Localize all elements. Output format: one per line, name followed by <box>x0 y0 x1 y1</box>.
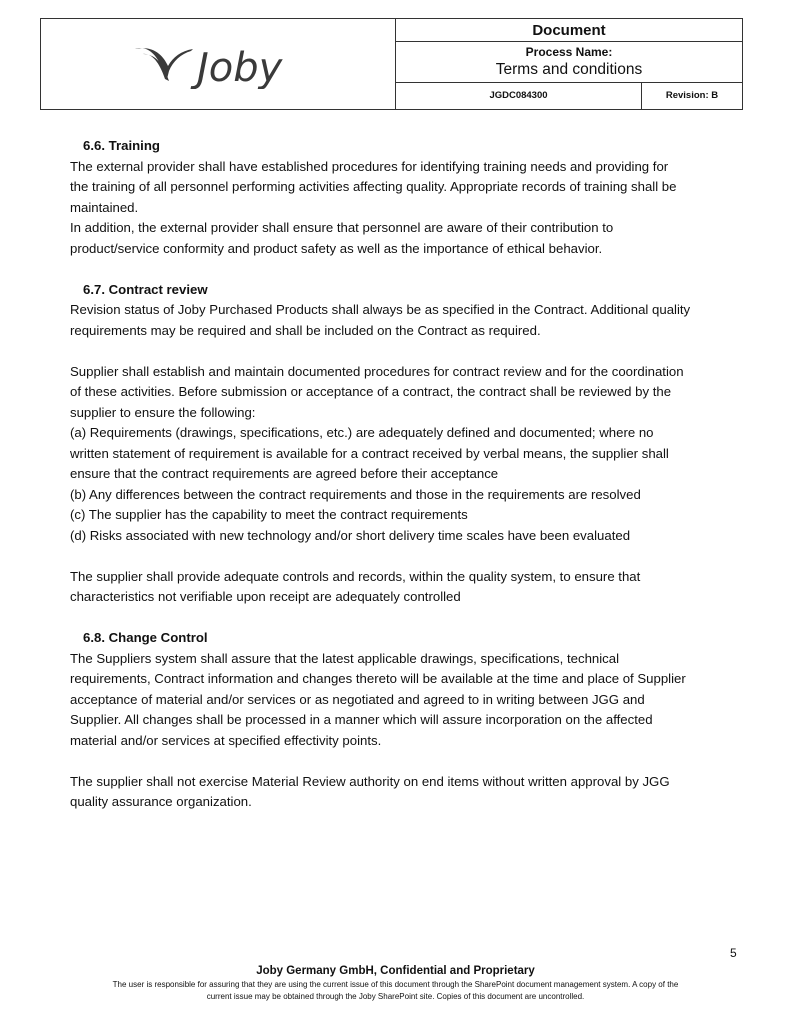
process-name: Terms and conditions <box>495 61 643 78</box>
page-number: 5 <box>730 946 737 960</box>
list-item: written statement of requirement is available for a contract received by verbal means, the supplier shall <box>70 445 669 461</box>
list-item: (d) Risks associated with new technology and/or short delivery time scales have been evaluated <box>70 527 631 543</box>
header-info <box>396 19 742 109</box>
body-line: The supplier shall not exercise Material Review authority on end items without written approval by JGG <box>70 773 670 789</box>
body-line: requirements, Contract information and changes thereto will be available at the time and place of Supplier <box>70 671 686 686</box>
body-line: characteristics not verifiable upon receipt are adequately controlled <box>70 589 461 604</box>
body-line: material and/or services at specified effectivity points. <box>70 732 382 748</box>
footer-note-line: current issue may be obtained through the Joby SharePoint site. Copies of this document are uncontrolled. <box>206 992 585 1001</box>
document-header <box>40 18 743 110</box>
body-line: The supplier shall provide adequate controls and records, within the quality system, to ensure that <box>70 568 641 584</box>
body-line: In addition, the external provider shall ensure that personnel are aware of their contribution to <box>70 220 614 235</box>
list-item: (c) The supplier has the capability to meet the contract requirements <box>70 507 468 522</box>
document-label: Document <box>396 19 742 42</box>
list-item: (a) Requirements (drawings, specifications, etc.) are adequately defined and documented; where no <box>70 425 654 440</box>
body-line: product/service conformity and product safety as well as the importance of ethical behavior. <box>70 240 603 256</box>
document-footer <box>40 964 751 1003</box>
list-item: (b) Any differences between the contract requirements and those in the requirements are resolved <box>70 486 641 502</box>
process-label: Process Name: <box>525 45 613 59</box>
document-body <box>70 136 750 813</box>
section-heading-contract-review: 6.7. Contract review <box>83 281 208 297</box>
body-line: of these activities. Before submission or acceptance of a contract, the contract shall be reviewed by the <box>70 384 672 399</box>
section-heading-training: 6.6. Training <box>83 138 160 153</box>
body-line: Supplier shall establish and maintain documented procedures for contract review and for the coordination <box>70 363 684 379</box>
logo-cell <box>41 19 396 109</box>
footer-note-line: The user is responsible for assuring that they are using the current issue of this document through the SharePoint document management system. A copy of the <box>112 980 679 989</box>
list-item: ensure that the contract requirements are agreed before their acceptance <box>70 466 499 481</box>
process-cell <box>396 42 742 83</box>
body-line: The Suppliers system shall assure that the latest applicable drawings, specifications, technical <box>70 650 620 666</box>
document-code: JGDC084300 <box>396 83 642 109</box>
logo-wordmark: Joby <box>197 45 283 89</box>
footer-company: Joby Germany GmbH, Confidential and Proprietary <box>256 965 535 977</box>
section-heading-change-control: 6.8. Change Control <box>83 630 208 645</box>
body-line: supplier to ensure the following: <box>70 404 256 420</box>
revision-label: Revision: B <box>665 90 719 101</box>
body-line: Revision status of Joby Purchased Products shall always be as specified in the Contract. Additional quality <box>70 302 691 317</box>
body-line: quality assurance organization. <box>70 794 252 809</box>
body-line: The external provider shall have established procedures for identifying training needs and providing for <box>70 158 669 174</box>
body-line: Supplier. All changes shall be processed in a manner which will assure incorporation on the affected <box>70 712 653 727</box>
body-line: requirements may be required and shall be included on the Contract as required. <box>70 322 541 338</box>
body-line: maintained. <box>70 199 139 215</box>
joby-wing-icon <box>135 48 193 81</box>
joby-logo <box>133 41 348 89</box>
body-line: the training of all personnel performing activities affecting quality. Appropriate records of training shall be <box>70 179 677 194</box>
body-line: acceptance of material and/or services or as negotiated and agreed to in writing between JGG and <box>70 691 645 707</box>
